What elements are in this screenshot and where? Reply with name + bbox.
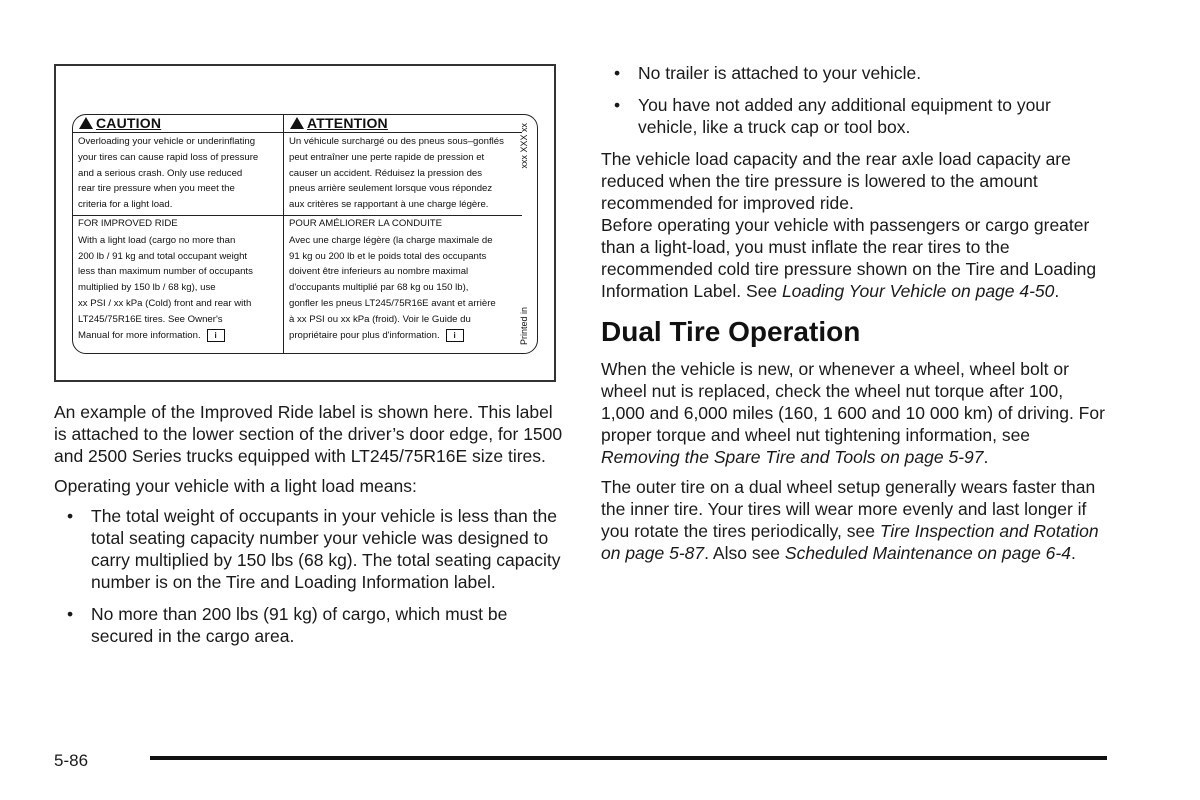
capacity-paragraph: The vehicle load capacity and the rear axle load capacity are reduced when the tire pressure is lowered to the amount recommended for improved ride. — [601, 149, 1071, 213]
manual-book-icon: i — [207, 329, 225, 342]
cross-reference-link[interactable]: Tire Inspection and Rotation on page 5-87 — [601, 521, 1099, 563]
improved-ride-label — [72, 114, 538, 354]
bullet-icon: • — [614, 63, 621, 83]
wear-paragraph: The outer tire on a dual wheel setup generally wears faster than the inner tire. Your tires will wear more evenly and last longer if you rotate the tires periodically, see Tire Inspection and Rotation on page 5-87. Also see Scheduled Maintenance on page 6-4. — [601, 477, 1099, 563]
light-load-list — [54, 505, 564, 647]
footer-rule — [150, 756, 1107, 760]
page-number: 5-86 — [54, 751, 89, 770]
caution-warning: Overloading your vehicle or underinflating your tires can cause rapid loss of pressure and a serious crash. Only use reduced rear tire pressure when you meet the criteria for a light load. — [78, 136, 259, 211]
bullet-icon: • — [67, 506, 74, 526]
printed-in-text: Printed in — [519, 306, 530, 345]
intro-paragraph: An example of the Improved Ride label is shown here. This label is attached to the lower section of the driver’s door edge, for 1500 and 2500 Series trucks equipped with LT245/75R16E size tires. — [54, 402, 563, 466]
attention-warning: Un véhicule surchargé ou des pneus sous–gonflés peut entraîner une perte rapide de pression et causer un accident. Réduisez la pression des pneus arrière seulement lorsque vous répondez aux critères se rapportant à une charge légère. — [289, 136, 504, 211]
bullet-icon: • — [614, 95, 621, 115]
caution-body: With a light load (cargo no more than 200 lb / 91 kg and total occupant weight less than maximum number of occupants multiplied by 150 lb / 68 kg), use xx PSI / xx kPa (Cold) front and rear with LT245/75R16E tires. See Owner's Manual for more information. i — [78, 234, 253, 341]
light-load-intro: Operating your vehicle with a light load means: — [54, 476, 417, 496]
right-column — [601, 62, 1111, 572]
torque-paragraph: When the vehicle is new, or whenever a wheel, wheel bolt or wheel nut is replaced, check the wheel nut torque after 100, 1,000 and 6,000 miles (160, 1 600 and 10 000 km) of driving. For proper torque and wheel nut tightening information, see Removing the Spare Tire and Tools on page 5-97. — [601, 359, 1105, 467]
cross-reference-link[interactable]: Removing the Spare Tire and Tools on page 5-97 — [601, 447, 984, 467]
list-item: • No trailer is attached to your vehicle. — [614, 63, 922, 83]
attention-heading: ATTENTION — [284, 115, 522, 133]
section-heading: Dual Tire Operation — [601, 316, 861, 347]
attention-body: Avec une charge légère (la charge maximale de 91 kg ou 200 lb et le poids total des occupants doivent être inferieurs au nombre maximal d'occupants multiplié par 68 kg ou 150 lb), gonfler les pneus LT245/75R16E avant et arrière à xx PSI ou xx kPa (froid). Voir le Guide du propriétaire pour plus d'information. i — [289, 234, 496, 341]
label-figure — [54, 64, 556, 382]
caution-half — [73, 115, 283, 353]
cross-reference-link[interactable]: Scheduled Maintenance on page 6-4 — [784, 543, 1071, 563]
inflate-paragraph: Before operating your vehicle with passengers or cargo greater than a light-load, you must inflate the rear tires to the recommended cold tire pressure shown on the Tire and Loading Information Label. See Loading Your Vehicle on page 4-50. — [601, 215, 1097, 301]
warning-triangle-icon — [290, 117, 304, 129]
attention-subheading: POUR AMÉLIORER LA CONDUITE — [289, 217, 442, 229]
bullet-icon: • — [67, 604, 74, 624]
left-column — [54, 401, 564, 657]
caution-heading: CAUTION — [73, 115, 283, 133]
attention-half — [283, 115, 522, 353]
caution-subheading: FOR IMPROVED RIDE — [78, 217, 178, 229]
cross-reference-link[interactable]: Loading Your Vehicle on page 4-50 — [781, 281, 1055, 301]
list-item: • You have not added any additional equipment to your vehicle, like a truck cap or tool box. — [614, 95, 1051, 137]
label-part-code: xxx XXX xx — [519, 123, 530, 169]
list-item: • The total weight of occupants in your vehicle is less than the total seating capacity number your vehicle was designed to carry multiplied by 150 lbs (68 kg). The total seating capacity number is on the Tire and Loading Information label. — [67, 506, 561, 592]
light-load-list-continued — [601, 62, 1111, 138]
warning-triangle-icon — [79, 117, 93, 129]
list-item: • No more than 200 lbs (91 kg) of cargo, which must be secured in the cargo area. — [67, 604, 508, 646]
manual-book-icon: i — [446, 329, 464, 342]
